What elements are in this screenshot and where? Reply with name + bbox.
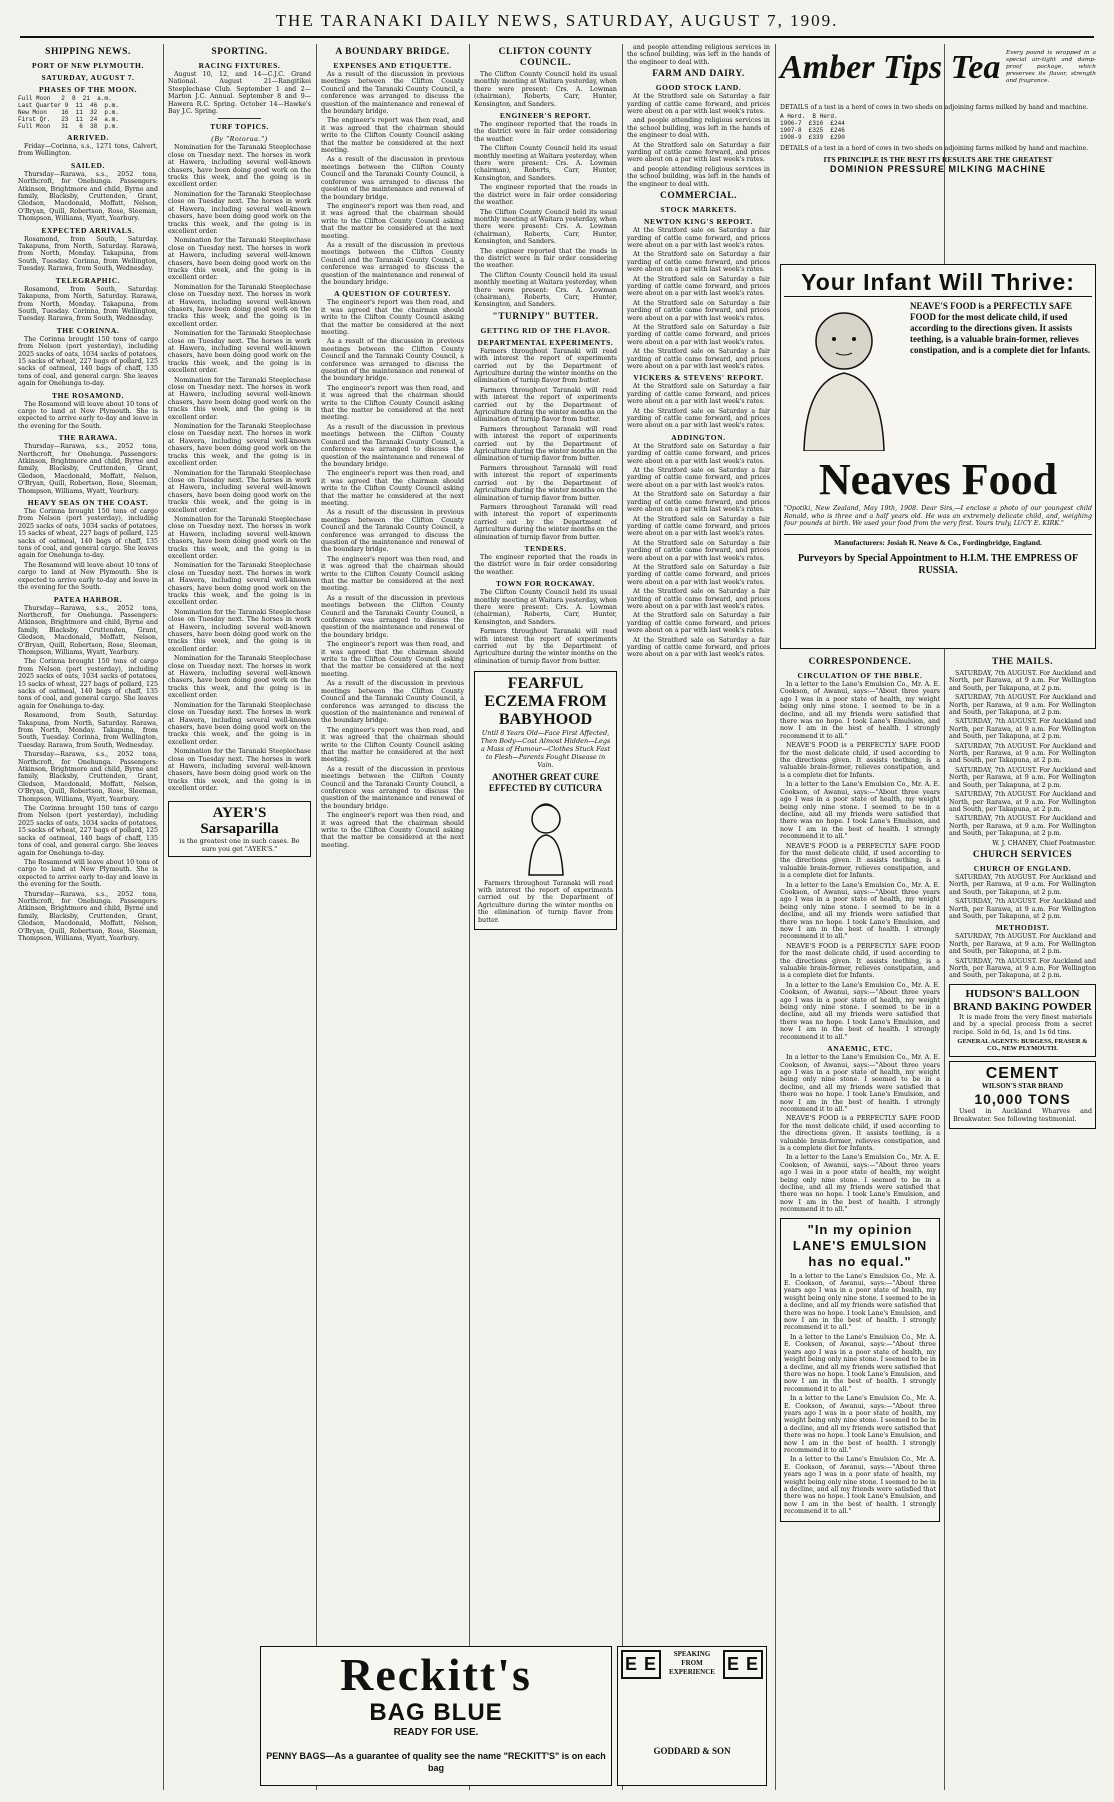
paragraph: At the Stratford sale on Saturday a fair yarding of cattle came forward, and prices were about on a par with last week's rates. (627, 467, 770, 489)
paragraph: Farmers throughout Taranaki will read with interest the report of experiments carried out by the Department of Agriculture during the winter months on the elimination of turnip flavor from butter. (474, 503, 617, 541)
ee-right-mark: E E (723, 1650, 763, 1679)
paragraph: and people attending religious services in the school building, was left in the hands of the engineer to deal with. (627, 165, 770, 188)
ee-brand: GODDARD & SON (653, 1746, 731, 1756)
paragraph: The engineer reported that the roads in the district were in fair order considering the weather. (474, 121, 617, 143)
paragraph: Friday—Corinna, s.s., 1271 tons, Calvert, from Wellington. (18, 143, 158, 158)
column-rule (622, 44, 623, 1790)
paragraph: At the Stratford sale on Saturday a fair yarding of cattle came forward, and prices were about on a par with last week's rates. (627, 141, 770, 164)
paragraph: The engineer's report was then read, and it was agreed that the chairman should write to the Clifton County Council asking that the matter be considered at the next meeting. (321, 299, 464, 336)
neaves-food-ad (780, 264, 1096, 649)
paragraph: Nomination for the Taranaki Steeplechase close on Tuesday next. The horses in work at Hawera, including several well-known chasers, have been doing good work on the tracks this week, and the going is in excellent order. (168, 190, 311, 235)
paragraph: SATURDAY, 7th AUGUST. For Auckland and North, per Rarawa, at 9 a.m. For Wellington and South, per Takapuna, at 2 p.m. (949, 873, 1096, 896)
milking-text: DETAILS of a test in a herd of cows in two sheds on adjoining farms milked by hand and machine. (780, 145, 1089, 153)
paragraph: At the Stratford sale on Saturday a fair yarding of cattle came forward, and prices were about on a par with last week's rates. (627, 407, 770, 430)
lane-text: In a letter to the Lane's Emulsion Co., Mr. A. E. Cookson, of Awanui, says:—"About three years ago I was in a poor state of health, my weight being only nine stone. I seemed to be in a decline, and all my friends were satisfied that there was no hope. I took Lane's Emulsion, and now I am in the best of health. I strongly recommend it to all." (784, 1333, 936, 1393)
paragraph: Thursday—Rarawa, s.s., 2052 tons, Northcroft, for Onehunga. Passengers: Atkinson, Brightmore and child, Byrne and family, Blacksby, Cruttenden, Grant, Gledson, Macdonald, Moffatt, Nelson, O'Bryan, Quill, Robertson, Rose, Sleeman, Thompson, Williams, Wyatt, Yearbury. (18, 604, 158, 656)
paragraph: As a result of the discussion in previous meetings between the Clifton County Council and the Taranaki County Council, a conference was arranged to discuss the question of the maintenance and renewal of the boundary bridge. (321, 156, 464, 201)
paragraph: As a result of the discussion in previous meetings between the Clifton County Council and the Taranaki County Council, a conference was arranged to discuss the question of the maintenance and renewal of the boundary bridge. (321, 594, 464, 639)
paragraph: Farmers throughout Taranaki will read with interest the report of experiments carried out by the Department of Agriculture during the winter months on the elimination of turnip flavor from butter. (474, 628, 617, 665)
paragraph: NEAVE'S FOOD is a PERFECTLY SAFE FOOD for the most delicate child, if used according to the directions given. It assists teething, is a valuable brain-former, relieves constipation, and is a complete diet for Infants. (780, 742, 940, 779)
paragraph: The Clifton County Council held its usual monthly meeting at Waitara yesterday, when there were present: Crs. A. Lowman (chairman), Roberts, Carr, Hunter, Kensington, and Sanders. (474, 589, 617, 626)
paragraph: and people attending religious services in the school building, was left in the hands of the engineer to deal with. (627, 44, 770, 66)
subheading: TELEGRAPHIC. (55, 275, 121, 285)
paragraph: The Rosamond will leave about 10 tons of cargo to land at New Plymouth. She is expected to arrive early to-day and leave in the evening for the South. (18, 400, 158, 430)
paragraph: The Corinna brought 150 tons of cargo from Nelson (port yesterday), including 2025 sacks of oats, 1034 sacks of potatoes, 15 sacks of wheat, 227 bags of pollard, 125 sacks of oatmeal, 140 bags of chaff, 135 tons of coal, and general cargo. She leaves again for Onehunga to-day. (18, 658, 158, 710)
column-rule (316, 44, 317, 1790)
subheading: THE ROSAMOND. (52, 390, 124, 400)
section-heading: CLIFTON COUNTY COUNCIL. (498, 47, 593, 68)
paragraph: At the Stratford sale on Saturday a fair yarding of cattle came forward, and prices were about on a par with last week's rates. (627, 93, 770, 116)
paragraph: SATURDAY, 7th AUGUST. For Auckland and North, per Rarawa, at 9 a.m. For Wellington and South, per Takapuna, at 2 p.m. (949, 742, 1096, 765)
paragraph: At the Stratford sale on Saturday a fair yarding of cattle came forward, and prices were about on a par with last week's rates. (627, 383, 770, 406)
paragraph: The engineer's report was then read, and it was agreed that the chairman should write to the Clifton County Council asking that the matter be considered at the next meeting. (321, 117, 464, 155)
subheading: GOOD STOCK LAND. (655, 83, 742, 93)
cement-text: Used in Auckland Wharves and Breakwater. See following testimonial. (953, 1108, 1092, 1123)
cement-ad (949, 1061, 1096, 1129)
paragraph: Rosamond, from South, Saturday. Takapuna, from North, Saturday. Rarawa, from North, Monday. Takapuna, from South, Tuesday. Corinna, from Wellington, Tuesday. Rarawa, from South, Wednesday. (18, 285, 158, 323)
column-farm (627, 44, 770, 1630)
paragraph: The Clifton County Council held its usual monthly meeting at Waitara yesterday, when there were present: Crs. A. Lowman (chairman), Roberts, Carr, Hunter, Kensington, and Sanders. (474, 71, 617, 108)
lane-text: In a letter to the Lane's Emulsion Co., Mr. A. E. Cookson, of Awanui, says:—"About three years ago I was in a poor state of health, my weight being only nine stone. I seemed to be in a decline, and all my friends were satisfied that there was no hope. I took Lane's Emulsion, and now I am in the best of health. I strongly recommend it to all." (784, 1456, 936, 1516)
divider (218, 118, 261, 119)
neave-royal: Purveyors by Special Appointment to H.I.M. THE EMPRESS OF RUSSIA. (797, 552, 1079, 576)
lane-headline: "In my opinion LANE'S EMULSION has no equal." (792, 1221, 928, 1269)
subheading: NEWTON KING'S REPORT. (644, 217, 753, 227)
paragraph: SATURDAY, 7th AUGUST. For Auckland and North, per Rarawa, at 9 a.m. For Wellington and South, per Takapuna, at 2 p.m. (949, 933, 1096, 956)
paragraph: The engineer reported that the roads in the district were in fair order considering the weather. (474, 184, 617, 207)
paragraph: Nomination for the Taranaki Steeplechase close on Tuesday next. The horses in work at Hawera, including several well-known chasers, have been doing good work on the tracks this week, and the going is in excellent order. (168, 144, 311, 189)
hudson-agents: GENERAL AGENTS: BURGESS, FRASER & CO., NEW PLYMOUTH. (957, 1038, 1088, 1053)
paragraph: At the Stratford sale on Saturday a fair yarding of cattle came forward, and prices were about on a par with last week's rates. (627, 442, 770, 465)
paragraph: In a letter to the Lane's Emulsion Co., Mr. A. E. Cookson, of Awanui, says:—"About three years ago I was in a poor state of health, my weight being only nine stone. I seemed to be in a decline, and all my friends were satisfied that there was no hope. I took Lane's Emulsion, and now I am in the best of health. I strongly recommend it to all." (780, 1054, 940, 1113)
paragraph: At the Stratford sale on Saturday a fair yarding of cattle came forward, and prices were about on a par with last week's rates. (627, 299, 770, 322)
paragraph: SATURDAY, 7th AUGUST. For Auckland and North, per Rarawa, at 9 a.m. For Wellington and South, per Takapuna, at 2 p.m. (949, 791, 1096, 813)
section-heading: CORRESPONDENCE. (808, 657, 912, 667)
subheading: CIRCULATION OF THE BIBLE. (797, 671, 923, 680)
paragraph: The Clifton County Council held its usual monthly meeting at Waitara yesterday, when there were present: Crs. A. Lowman (chairman), Roberts, Carr, Hunter, Kensington, and Sanders. (474, 271, 617, 309)
paragraph: The Corinna brought 150 tons of cargo from Nelson (port yesterday), including 2025 sacks of oats, 1034 sacks of potatoes, 15 sacks of wheat, 227 bags of pollard, 125 sacks of oatmeal, 140 bags of chaff, 135 tons of coal, and general cargo. She leaves again for Onehunga to-day. (18, 508, 158, 560)
subheading: ARRIVED. (67, 133, 109, 142)
milking-row: 1908-9 £339 £290 (780, 134, 845, 142)
paragraph: Rosamond, from South, Saturday. Takapuna, from North, Saturday. Rarawa, from North, Monday. Takapuna, from South, Tuesday. Corinna, from Wellington, Tuesday. Rarawa, from South, Wednesday. (18, 712, 158, 749)
paragraph: The engineer reported that the roads in the district were in fair order considering the weather. (474, 553, 617, 576)
eczema-title: FEARFUL ECZEMA FROM BABYHOOD (484, 675, 607, 729)
paragraph: As a result of the discussion in previous meetings between the Clifton County Council and the Taranaki County Council, a conference was arranged to discuss the question of the maintenance and renewal of the boundary bridge. (321, 765, 464, 810)
paragraph: Thursday—Rarawa, s.s., 2052 tons, Northcroft, for Onehunga. Passengers: Atkinson, Brightmore and child, Byrne and family, Blacksby, Cruttenden, Grant, Gledson, Macdonald, Moffatt, Nelson, O'Bryan, Quill, Robertson, Rose, Sleeman, Thompson, Williams, Wyatt, Yearbury. (18, 890, 158, 942)
paragraph: Farmers throughout Taranaki will read with interest the report of experiments carried out by the Department of Agriculture during the winter months on the elimination of turnip flavor from butter. (478, 879, 613, 924)
paragraph: The Rosamond will leave about 10 tons of cargo to land at New Plymouth. She is expected to arrive early to-day and leave in the evening for the South. (18, 561, 158, 592)
paragraph: In a letter to the Lane's Emulsion Co., Mr. A. E. Cookson, of Awanui, says:—"About three years ago I was in a poor state of health, my weight being only nine stone. I seemed to be in a decline, and all my friends were satisfied that there was no hope. I took Lane's Emulsion, and now I am in the best of health. I strongly recommend it to all." (780, 981, 940, 1041)
neave-text: NEAVE'S FOOD is a PERFECTLY SAFE FOOD for the most delicate child, if used according to the directions given. It assists teething, is a valuable brain-former, relieves constipation, and is a complete diet for Infants. (910, 301, 1091, 355)
section-heading: THE MAILS. (992, 657, 1053, 667)
subheading: STOCK MARKETS. (660, 205, 737, 215)
paragraph: SATURDAY, 7th AUGUST. For Auckland and North, per Rarawa, at 9 a.m. For Wellington and South, per Takapuna, at 2 p.m. (949, 694, 1096, 717)
paragraph: NEAVE'S FOOD is a PERFECTLY SAFE FOOD for the most delicate child, if used according to the directions given. It assists teething, is a valuable brain-former, relieves constipation, and is a complete diet for Infants. (780, 842, 940, 880)
hudson-text: It is made from the very finest materials and by a special process from a secret recipe. Sold in 6d, 1s, and 1s 6d tins. (953, 1013, 1092, 1036)
column-bridge (321, 44, 464, 1790)
paragraph: In a letter to the Lane's Emulsion Co., Mr. A. E. Cookson, of Awanui, says:—"About three years ago I was in a poor state of health, my weight being only nine stone. I seemed to be in a decline, and all my friends were satisfied that there was no hope. I took Lane's Emulsion, and now I am in the best of health. I strongly recommend it to all." (780, 681, 940, 740)
section-heading: SHIPPING NEWS. (45, 47, 131, 57)
paragraph: The engineer's report was then read, and it was agreed that the chairman should write to the Clifton County Council asking that the matter be considered at the next meeting. (321, 555, 464, 593)
hudsons-ad (949, 984, 1096, 1057)
paragraph: SATURDAY, 7th AUGUST. For Auckland and North, per Rarawa, at 9 a.m. For Wellington and South, per Takapuna, at 2 p.m. (949, 670, 1096, 692)
subheading: SATURDAY, AUGUST 7. (41, 73, 135, 82)
paragraph: NEAVE'S FOOD is a PERFECTLY SAFE FOOD for the most delicate child, if used according to the directions given. It assists teething, is a valuable brain-former, relieves constipation, and is a complete diet for Infants. (780, 942, 940, 980)
column-sporting (168, 44, 311, 1790)
paragraph: Nomination for the Taranaki Steeplechase close on Tuesday next. The horses in work at Hawera, including several well-known chasers, have been doing good work on the tracks this week, and the going is in excellent order. (168, 701, 311, 746)
paragraph: Nomination for the Taranaki Steeplechase close on Tuesday next. The horses in work at Hawera, including several well-known chasers, have been doing good work on the tracks this week, and the going is in excellent order. (168, 283, 311, 328)
subheading: THE CORINNA. (56, 325, 120, 335)
fixtures: August 10, 12, and 14—C.J.C. Grand National. August 21—Rangitikei Steeplechase Club. September 1 and 2—Marton J.C. Annual. September 8 and 9—Hawera R.C. Spring. October 14—Hawke's Bay J.C. Spring. (168, 71, 311, 116)
column-rule (469, 44, 470, 1790)
subheading: ENGINEER'S REPORT. (499, 111, 592, 121)
hudson-title: HUDSON'S BALLOON BRAND BAKING POWDER (953, 987, 1092, 1013)
paragraph: The engineer's report was then read, and it was agreed that the chairman should write to the Clifton County Council asking that the matter be considered at the next meeting. (321, 384, 464, 422)
paragraph: At the Stratford sale on Saturday a fair yarding of cattle came forward, and prices were about on a par with last week's rates. (627, 539, 770, 562)
paragraph: As a result of the discussion in previous meetings between the Clifton County Council and the Taranaki County Council, a conference was arranged to discuss the question of the maintenance and renewal of the boundary bridge. (321, 423, 464, 468)
paragraph: The engineer's report was then read, and it was agreed that the chairman should write to the Clifton County Council asking that the matter be considered at the next meeting. (321, 641, 464, 678)
paragraph: The Clifton County Council held its usual monthly meeting at Waitara yesterday, when there were present: Crs. A. Lowman (chairman), Roberts, Carr, Hunter, Kensington, and Sanders. (474, 208, 617, 246)
paragraph: The Rosamond will leave about 10 tons of cargo to land at New Plymouth. She is expected to arrive early to-day and leave in the evening for the South. (18, 858, 158, 889)
masthead (20, 6, 1094, 38)
lane-text: In a letter to the Lane's Emulsion Co., Mr. A. E. Cookson, of Awanui, says:—"About three years ago I was in a poor state of health, my weight being only nine stone. I seemed to be in a decline, and all my friends were satisfied that there was no hope. I took Lane's Emulsion, and now I am in the best of health. I strongly recommend it to all." (784, 1272, 936, 1332)
section-heading: "TURNIPY" BUTTER. (492, 311, 599, 322)
paragraph: Nomination for the Taranaki Steeplechase close on Tuesday next. The horses in work at Hawera, including several well-known chasers, have been doing good work on the tracks this week, and the going is in excellent order. (168, 330, 311, 375)
paragraph: The Clifton County Council held its usual monthly meeting at Waitara yesterday, when there were present: Crs. A. Lowman (chairman), Roberts, Carr, Hunter, Kensington, and Sanders. (474, 145, 617, 182)
paragraph: Nomination for the Taranaki Steeplechase close on Tuesday next. The horses in work at Hawera, including several well-known chasers, have been doing good work on the tracks this week, and the going is in excellent order. (168, 608, 311, 653)
subheading: THE RARAWA. (58, 433, 118, 443)
paragraph: At the Stratford sale on Saturday a fair yarding of cattle came forward, and prices were about on a par with last week's rates. (627, 515, 770, 538)
ayers-title: AYER'S Sarsaparilla (200, 804, 279, 837)
paragraph: The engineer's report was then read, and it was agreed that the chairman should write to the Clifton County Council asking that the matter be considered at the next meeting. (321, 202, 464, 240)
reckitts-ready: READY FOR USE. (393, 1727, 479, 1738)
column-mails (949, 654, 1096, 1790)
paragraph: As a result of the discussion in previous meetings between the Clifton County Council and the Taranaki County Council, a conference was arranged to discuss the question of the maintenance and renewal of the boundary bridge. (321, 338, 464, 383)
column-council (474, 44, 617, 1630)
paragraph: SATURDAY, 7th AUGUST. For Auckland and North, per Rarawa, at 9 a.m. For Wellington and South, per Takapuna, at 2 p.m. (949, 718, 1096, 741)
byline: (By "Rotorua.") (211, 134, 268, 144)
paragraph: SATURDAY, 7th AUGUST. For Auckland and North, per Rarawa, at 9 a.m. For Wellington and South, per Takapuna, at 2 p.m. (949, 898, 1096, 920)
subheading: EXPENSES AND ETIQUETTE. (333, 61, 452, 70)
amber-title: Amber Tips Tea (780, 49, 1001, 86)
paragraph: Thursday—Rarawa, s.s., 2052 tons, Northcroft, for Onehunga. Passengers: Atkinson, Brightmore and child, Byrne and family, Blacksby, Cruttenden, Grant, Gledson, Macdonald, Moffatt, Nelson, O'Bryan, Quill, Robertson, Rose, Sleeman, Thompson, Williams, Wyatt, Yearbury. (18, 443, 158, 495)
neave-quote: "Opotiki, New Zealand, May 19th, 1908. Dear Sirs,—I enclose a photo of our youngest child Ronald, who is three and a half years old. He was an extremely delicate child, and, weighing four pounds at birth. We used your food from the very first. Yours truly, LUCY E. KIRK." (784, 505, 1092, 528)
paragraph: Farmers throughout Taranaki will read with interest the report of experiments carried out by the Department of Agriculture during the winter months on the elimination of turnip flavor from butter. (474, 386, 617, 424)
paragraph: At the Stratford sale on Saturday a fair yarding of cattle came forward, and prices were about on a par with last week's rates. (627, 588, 770, 610)
neave-brand: Neaves Food (818, 455, 1058, 504)
milking-principle: ITS PRINCIPLE IS THE BEST ITS RESULTS ARE THE GREATEST (823, 154, 1053, 164)
milking-text: DETAILS of a test in a herd of cows in two sheds on adjoining farms milked by hand and machine. (780, 104, 1089, 111)
neave-headline: Your Infant Will Thrive: (784, 268, 1092, 297)
paragraph: At the Stratford sale on Saturday a fair yarding of cattle came forward, and prices were about on a par with last week's rates. (627, 636, 770, 659)
milking-ad (780, 104, 1096, 260)
ee-speaking: SPEAKING FROM EXPERIENCE (669, 1650, 715, 1676)
paragraph: As a result of the discussion in previous meetings between the Clifton County Council and the Taranaki County Council, a conference was arranged to discuss the question of the maintenance and renewal of the boundary bridge. (321, 509, 464, 554)
paragraph: In a letter to the Lane's Emulsion Co., Mr. A. E. Cookson, of Awanui, says:—"About three years ago I was in a poor state of health, my weight being only nine stone. I seemed to be in a decline, and all my friends were satisfied that there was no hope. I took Lane's Emulsion, and now I am in the best of health. I strongly recommend it to all." (780, 781, 940, 841)
eczema-text: Until 8 Years Old—Face First Affected, Then Body—Cost Almost Hidden—Legs a Mass of Humour—Clothes Stuck Fast to Flesh—Parents Fought Disease in Vain. (480, 729, 611, 770)
paragraph: At the Stratford sale on Saturday a fair yarding of cattle came forward, and prices were about on a par with last week's rates. (627, 323, 770, 346)
section-heading: CHURCH SERVICES (972, 849, 1073, 860)
paragraph: Thursday—Rarawa, s.s., 2052 tons, Northcroft, for Onehunga. Passengers: Atkinson, Brightmore and child, Byrne and family, Blacksby, Cruttenden, Grant, Gledson, Macdonald, Moffatt, Nelson, O'Bryan, Quill, Robertson, Rose, Sleeman, Thompson, Williams, Wyatt, Yearbury. (18, 751, 158, 803)
subheading: DEPARTMENTAL EXPERIMENTS. (477, 337, 614, 347)
paragraph: Nomination for the Taranaki Steeplechase close on Tuesday next. The horses in work at Hawera, including several well-known chasers, have been doing good work on the tracks this week, and the going is in excellent order. (168, 423, 311, 468)
lane-text: In a letter to the Lane's Emulsion Co., Mr. A. E. Cookson, of Awanui, says:—"About three years ago I was in a poor state of health, my weight being only nine stone. I seemed to be in a decline, and all my friends were satisfied that there was no hope. I took Lane's Emulsion, and now I am in the best of health. I strongly recommend it to all." (784, 1395, 936, 1454)
paragraph: Nomination for the Taranaki Steeplechase close on Tuesday next. The horses in work at Hawera, including several well-known chasers, have been doing good work on the tracks this week, and the going is in excellent order. (168, 376, 311, 421)
subheading: TENDERS. (524, 543, 567, 553)
milking-row: 1906-7 £316 £244 (780, 120, 845, 128)
paragraph: The engineer's report was then read, and it was agreed that the chairman should write to the Clifton County Council asking that the matter be considered at the next meeting. (321, 470, 464, 507)
infant-illustration-icon (784, 301, 904, 451)
paragraph: At the Stratford sale on Saturday a fair yarding of cattle came forward, and prices were about on a par with last week's rates. (627, 275, 770, 298)
cuticura-ad (474, 671, 617, 930)
column-rule (163, 44, 164, 1790)
paragraph: Nomination for the Taranaki Steeplechase close on Tuesday next. The horses in work at Hawera, including several well-known chasers, have been doing good work on the tracks this week, and the going is in excellent order. (168, 748, 311, 793)
ee-ad (617, 1646, 767, 1786)
cement-tons: 10,000 TONS (974, 1091, 1071, 1108)
paragraph: Nomination for the Taranaki Steeplechase close on Tuesday next. The horses in work at Hawera, including several well-known chasers, have been doing good work on the tracks this week, and the going is in excellent order. (168, 237, 311, 282)
neave-maker: Manufacturers: Josiah R. Neave & Co., Fordingbridge, England. (784, 534, 1092, 547)
paragraph: As a result of the discussion in previous meetings between the Clifton County Council and the Taranaki County Council, a conference was arranged to discuss the question of the maintenance and renewal of the boundary bridge. (321, 71, 464, 116)
paragraph: At the Stratford sale on Saturday a fair yarding of cattle came forward, and prices were about on a par with last week's rates. (627, 251, 770, 274)
section-heading: COMMERCIAL. (659, 191, 737, 202)
paragraph: SATURDAY, 7th AUGUST. For Auckland and North, per Rarawa, at 9 a.m. For Wellington and South, per Takapuna, at 2 p.m. (949, 815, 1096, 838)
cement-brand: WILSON'S STAR BRAND (981, 1081, 1064, 1090)
subheading: EXPECTED ARRIVALS. (41, 225, 135, 235)
ayers-text: is the greatest one in such cases. Be sure you get "AYER'S." (179, 836, 300, 853)
subheading: PHASES OF THE MOON. (38, 85, 138, 94)
paragraph: At the Stratford sale on Saturday a fair yarding of cattle came forward, and prices were about on a par with last week's rates. (627, 491, 770, 514)
paragraph: In a letter to the Lane's Emulsion Co., Mr. A. E. Cookson, of Awanui, says:—"About three years ago I was in a poor state of health, my weight being only nine stone. I seemed to be in a decline, and all my friends were satisfied that there was no hope. I took Lane's Emulsion, and now I am in the best of health. I strongly recommend it to all." (780, 1154, 940, 1214)
column-correspondence (780, 654, 940, 1790)
postmaster: W. J. CHANEY, Chief Postmaster. (992, 839, 1096, 847)
subheading: TOWN FOR ROCKAWAY. (495, 579, 596, 589)
paragraph: The engineer reported that the roads in the district were in fair order considering the weather. (474, 247, 617, 270)
subheading: ANAEMIC, ETC. (827, 1044, 893, 1054)
subheading: PATEA HARBOR. (53, 594, 123, 604)
paragraph: At the Stratford sale on Saturday a fair yarding of cattle came forward, and prices were about on a par with last week's rates. (627, 348, 770, 370)
eczema-sub: ANOTHER GREAT CURE EFFECTED BY CUTICURA (488, 772, 603, 794)
lanes-emulsion-ad (780, 1218, 940, 1522)
milking-row: A Herd. B Herd. (780, 113, 838, 121)
paragraph: At the Stratford sale on Saturday a fair yarding of cattle came forward, and prices were about on a par with last week's rates. (627, 227, 770, 249)
paragraph: Nomination for the Taranaki Steeplechase close on Tuesday next. The horses in work at Hawera, including several well-known chasers, have been doing good work on the tracks this week, and the going is in excellent order. (168, 562, 311, 607)
subheading: VICKERS & STEVENS' REPORT. (633, 373, 764, 383)
reckitts-footer: PENNY BAGS—As a guarantee of quality see the name "RECKITT'S" is on each bag (266, 1751, 606, 1773)
paragraph: Nomination for the Taranaki Steeplechase close on Tuesday next. The horses in work at Hawera, including several well-known chasers, have been doing good work on the tracks this week, and the going is in excellent order. (168, 469, 311, 514)
subheading: ADDINGTON. (671, 432, 726, 442)
paragraph: At the Stratford sale on Saturday a fair yarding of cattle came forward, and prices were about on a par with last week's rates. (627, 563, 770, 586)
paragraph: Nomination for the Taranaki Steeplechase close on Tuesday next. The horses in work at Hawera, including several well-known chasers, have been doing good work on the tracks this week, and the going is in excellent order. (168, 655, 311, 700)
subheading: TURF TOPICS. (210, 122, 269, 132)
ayers-ad (168, 801, 311, 857)
paragraph: The Corinna brought 150 tons of cargo from Nelson (port yesterday), including 2025 sacks of oats, 1034 sacks of potatoes, 15 sacks of wheat, 227 bags of pollard, 125 sacks of oatmeal, 140 bags of chaff, 135 tons of coal, and general cargo. She leaves again for Onehunga to-day. (18, 335, 158, 388)
paragraph: NEAVE'S FOOD is a PERFECTLY SAFE FOOD for the most delicate child, if used according to the directions given. It assists teething, is a valuable brain-former, relieves constipation, and is a complete diet for Infants. (780, 1115, 940, 1152)
paragraph: Farmers throughout Taranaki will read with interest the report of experiments carried out by the Department of Agriculture during the winter months on the elimination of turnip flavor from butter. (474, 464, 617, 502)
cement-title: CEMENT (985, 1064, 1060, 1082)
amber-tips-ad (780, 48, 1096, 100)
paragraph: Rosamond, from South, Saturday. Takapuna, from North, Saturday. Rarawa, from North, Monday. Takapuna, from South, Tuesday. Corinna, from Wellington, Tuesday. Rarawa, from South, Wednesday. (18, 235, 158, 273)
reckitts-title: Reckitt's (340, 1649, 532, 1700)
moon-table: Full Moon 2 8 21 a.m. Last Quarter 9 11 46 p.m. New Moon 16 11 32 p.m. First Qr. 23 11 24 a.m. Full Moon 31 6 38 p.m. (18, 95, 119, 130)
subheading: PORT OF NEW PLYMOUTH. (32, 61, 144, 70)
paragraph: Thursday—Rarawa, s.s., 2052 tons, Northcroft, for Onehunga. Passengers: Atkinson, Brightmore and child, Byrne and family, Blacksby, Cruttenden, Grant, Gledson, Macdonald, Moffatt, Nelson, O'Bryan, Quill, Robertson, Rose, Sleeman, Thompson, Williams, Wyatt, Yearbury. (18, 170, 158, 223)
subheading: SAILED. (70, 160, 105, 170)
ee-left-mark: E E (621, 1650, 661, 1679)
paragraph: SATURDAY, 7th AUGUST. For Auckland and North, per Rarawa, at 9 a.m. For Wellington and South, per Takapuna, at 2 p.m. (949, 957, 1096, 980)
paragraph: The Corinna brought 150 tons of cargo from Nelson (port yesterday), including 2025 sacks of oats, 1034 sacks of potatoes, 15 sacks of wheat, 227 bags of pollard, 125 sacks of oatmeal, 140 bags of chaff, 135 tons of coal, and general cargo. She leaves again for Onehunga to-day. (18, 805, 158, 857)
subheading: A QUESTION OF COURTESY. (334, 289, 451, 299)
paragraph: As a result of the discussion in previous meetings between the Clifton County Council and the Taranaki County Council, a conference was arranged to discuss the question of the maintenance and renewal of the boundary bridge. (321, 680, 464, 725)
subheading: HEAVY SEAS ON THE COAST. (27, 498, 149, 508)
masthead-title: THE TARANAKI DAILY NEWS, SATURDAY, AUGUST 7, 1909. (275, 11, 839, 30)
column-rule (775, 44, 776, 1790)
column-shipping (18, 44, 158, 1790)
section-heading: A BOUNDARY BRIDGE. (335, 47, 450, 57)
section-heading: SPORTING. (211, 47, 268, 57)
paragraph: The engineer's report was then read, and it was agreed that the chairman should write to the Clifton County Council asking that the matter be considered at the next meeting. (321, 726, 464, 764)
paragraph: The engineer's report was then read, and it was agreed that the chairman should write to the Clifton County Council asking that the matter be considered at the next meeting. (321, 812, 464, 849)
reckitts-ad (260, 1646, 612, 1786)
paragraph: Farmers throughout Taranaki will read with interest the report of experiments carried out by the Department of Agriculture during the winter months on the elimination of turnip flavor from butter. (474, 347, 617, 385)
subheading: CHURCH OF ENGLAND. (973, 863, 1072, 873)
subheading: GETTING RID OF THE FLAVOR. (480, 325, 611, 335)
paragraph: and people attending religious services in the school building, was left in the hands of the engineer to deal with. (627, 117, 770, 140)
paragraph: Farmers throughout Taranaki will read with interest the report of experiments carried out by the Department of Agriculture during the winter months on the elimination of turnip flavor from butter. (474, 425, 617, 463)
subheading: METHODIST. (995, 923, 1050, 933)
paragraph: Nomination for the Taranaki Steeplechase close on Tuesday next. The horses in work at Hawera, including several well-known chasers, have been doing good work on the tracks this week, and the going is in excellent order. (168, 515, 311, 560)
paragraph: As a result of the discussion in previous meetings between the Clifton County Council and the Taranaki County Council, a conference was arranged to discuss the question of the maintenance and renewal of the boundary bridge. (321, 241, 464, 286)
paragraph: At the Stratford sale on Saturday a fair yarding of cattle came forward, and prices were about on a par with last week's rates. (627, 612, 770, 635)
paragraph: In a letter to the Lane's Emulsion Co., Mr. A. E. Cookson, of Awanui, says:—"About three years ago I was in a poor state of health, my weight being only nine stone. I seemed to be in a decline, and all my friends were satisfied that there was no hope. I took Lane's Emulsion, and now I am in the best of health. I strongly recommend it to all." (780, 881, 940, 941)
section-heading: FARM AND DAIRY. (652, 69, 745, 80)
milking-row: 1907-8 £325 £246 (780, 127, 845, 135)
amber-text: Every pound is wrapped in a special air-tight and damp-proof package, which preserves its flavor, strength and fragrance. (1006, 50, 1096, 84)
reckitts-sub: BAG BLUE (369, 1699, 503, 1726)
subheading: RACING FIXTURES. (198, 61, 281, 70)
child-illustration-icon (511, 797, 581, 877)
milking-machine: DOMINION PRESSURE MILKING MACHINE (829, 164, 1046, 175)
paragraph: SATURDAY, 7th AUGUST. For Auckland and North, per Rarawa, at 9 a.m. For Wellington and South, per Takapuna, at 2 p.m. (949, 766, 1096, 789)
